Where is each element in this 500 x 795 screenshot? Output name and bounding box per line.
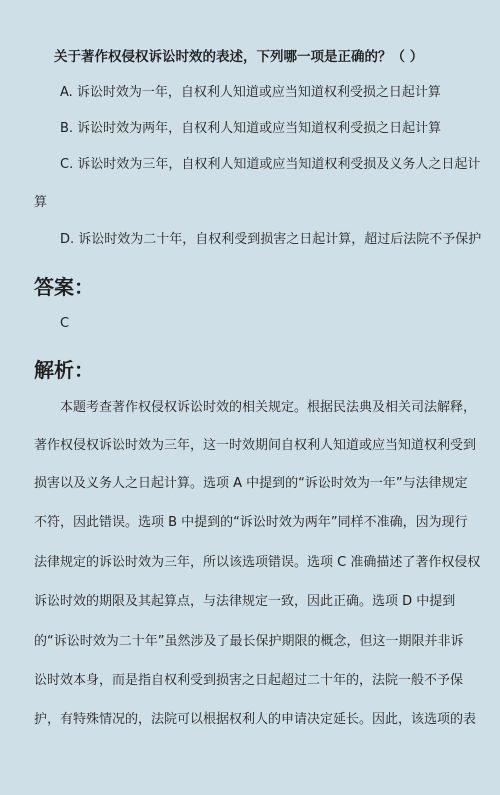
- analysis-line: 损害以及义务人之日起计算。选项 A 中提到的“诉讼时效为一年”与法律规定: [34, 476, 468, 491]
- analysis-line: 讼时效本身，而是指自权利受到损害之日起超过二十年的，法院一般不予保: [34, 673, 464, 688]
- answer-value: C: [60, 316, 70, 331]
- option-a: A. 诉讼时效为一年，自权利人知道或应当知道权利受损之日起计算: [60, 85, 441, 100]
- analysis-line: 诉讼时效的期限及其起算点，与法律规定一致，因此正确。选项 D 中提到: [34, 594, 456, 609]
- option-d: D. 诉讼时效为二十年，自权利受到损害之日起计算，超过后法院不予保护: [60, 232, 482, 247]
- analysis-line: 的“诉讼时效为二十年”虽然涉及了最长保护期限的概念，但这一期限并非诉: [34, 634, 464, 649]
- question-stem: 关于著作权侵权诉讼时效的表述，下列哪一项是正确的？（ ）: [54, 49, 424, 65]
- analysis-heading: 解析：: [34, 358, 94, 382]
- analysis-line: 护，有特殊情况的，法院可以根据权利人的申请决定延长。因此，该选项的表: [34, 712, 477, 727]
- analysis-line: 本题考查著作权侵权诉讼时效的相关规定。根据民法典及相关司法解释，: [60, 400, 477, 415]
- analysis-line: 不符，因此错误。选项 B 中提到的“诉讼时效为两年”同样不准确，因为现行: [34, 515, 468, 530]
- answer-heading: 答案：: [34, 275, 94, 299]
- option-b: B. 诉讼时效为两年，自权利人知道或应当知道权利受损之日起计算: [60, 121, 442, 136]
- analysis-line: 法律规定的诉讼时效为三年，所以该选项错误。选项 C 准确描述了著作权侵权: [34, 555, 481, 570]
- option-c-continued: 算: [34, 195, 48, 210]
- analysis-line: 著作权侵权诉讼时效为三年，这一时效期间自权利人知道或应当知道权利受到: [34, 438, 477, 453]
- option-c: C. 诉讼时效为三年，自权利人知道或应当知道权利受损及义务人之日起计: [60, 157, 481, 172]
